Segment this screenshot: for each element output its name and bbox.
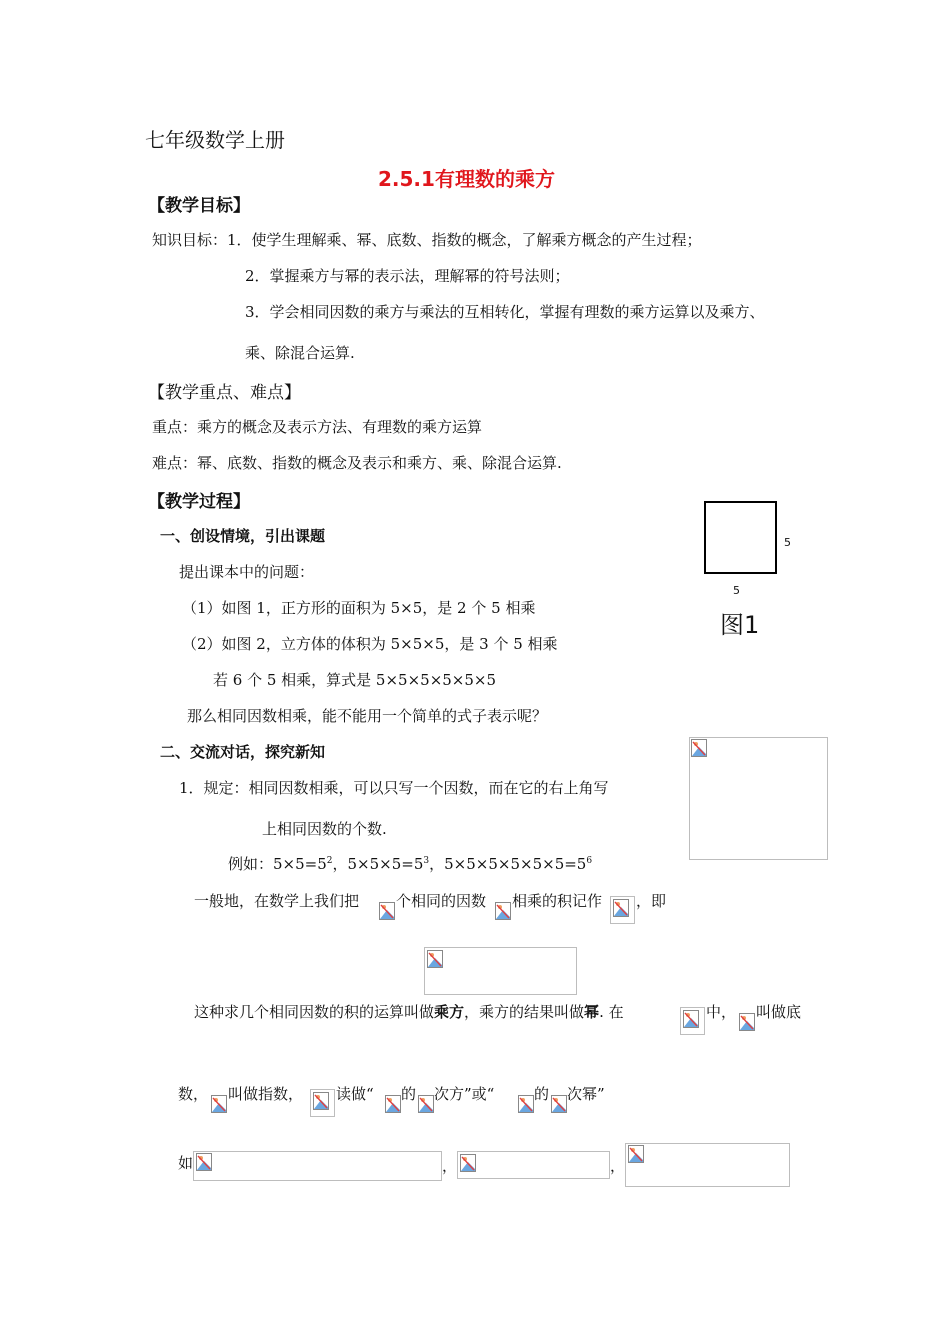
goals-line-4: 乘、除混合运算. [245, 344, 355, 362]
read-text-d: 的 [401, 1085, 417, 1103]
power-term: 乘方 [434, 1003, 465, 1021]
read-text-f: 的 [534, 1085, 550, 1103]
power-text-a: 这种求几个相同因数的积的运算叫做 [194, 1003, 435, 1021]
power-text-d: 中， [706, 1003, 737, 1021]
read-text-e: 次方”或“ [434, 1085, 495, 1103]
formula-frame [424, 947, 577, 995]
focus-text: 重点：乘方的概念及表示方法、有理数的乘方运算 [152, 418, 483, 436]
figure1-side-bottom: 5 [733, 584, 740, 597]
example-mid-1: ，5×5×5=5 [332, 855, 424, 873]
s1-intro: 提出课本中的问题： [179, 563, 315, 581]
general-text-b: 个相同的因数 [396, 892, 487, 910]
formula-frame [625, 1143, 790, 1187]
figure1-square [704, 501, 777, 574]
formula-image-icon [551, 1095, 567, 1113]
formula-image-icon [739, 1013, 755, 1031]
broken-image-icon [691, 739, 707, 757]
power-text-e: 叫做底 [756, 1003, 802, 1021]
formula-frame [193, 1151, 442, 1181]
power-line [194, 1001, 624, 1022]
formula-frame [457, 1151, 610, 1179]
power-text-b: ，乘方的结果叫做 [464, 1003, 585, 1021]
formula-image-icon [518, 1095, 534, 1113]
s1-question-1: （1）如图 1，正方形的面积为 5×5，是 2 个 5 相乘 [182, 599, 536, 617]
formula-image-icon [196, 1153, 212, 1171]
figure1-caption: 图1 [720, 611, 760, 639]
read-text-g: 次幂” [567, 1085, 605, 1103]
figure2-image-frame [689, 737, 828, 860]
s1-question-2: （2）如图 2，立方体的体积为 5×5×5，是 3 个 5 相乘 [182, 635, 558, 653]
s2-rule-line-2: 上相同因数的个数. [262, 820, 387, 838]
general-text-a: 一般地，在数学上我们把 [194, 892, 360, 910]
formula-image-icon [379, 902, 395, 920]
formula-image-icon [427, 950, 443, 968]
section-2-title: 二、交流对话，探究新知 [160, 743, 326, 761]
formula-image-icon [613, 899, 629, 917]
power-text-c: . 在 [599, 1003, 624, 1021]
formula-image-icon [418, 1095, 434, 1113]
formula-image-icon [683, 1010, 699, 1028]
examples-comma-2: ， [610, 1157, 626, 1175]
s1-question-4: 那么相同因数相乘，能不能用一个简单的式子表示呢？ [187, 707, 548, 725]
goals-line-3: 3．学会相同因数的乘方与乘法的互相转化，掌握有理数的乘方运算以及乘方、 [245, 303, 765, 321]
examples-prefix: 如 [178, 1154, 194, 1172]
formula-image-icon [211, 1095, 227, 1113]
formula-image-icon [628, 1145, 644, 1163]
example-mid-2: ，5×5×5×5×5×5=5 [429, 855, 587, 873]
s2-rule-line-1: 1．规定：相同因数相乘，可以只写一个因数，而在它的右上角写 [179, 779, 609, 797]
s1-question-3: 若 6 个 5 相乘，算式是 5×5×5×5×5×5 [213, 671, 497, 689]
goals-line-2: 2．掌握乘方与幂的表示法，理解幂的符号法则； [245, 267, 570, 285]
examples-comma-1: ， [442, 1157, 458, 1175]
example-exponent-2: 3 [423, 856, 430, 866]
formula-image-icon [460, 1154, 476, 1172]
general-text-d: ，即 [636, 892, 667, 910]
formula-image-icon [385, 1095, 401, 1113]
example-line [228, 853, 592, 874]
difficulty-text: 难点：幂、底数、指数的概念及表示和乘方、乘、除混合运算. [152, 454, 562, 472]
goals-heading: 【教学目标】 [148, 196, 250, 216]
example-exponent-1: 2 [326, 856, 333, 866]
figure1-side-right: 5 [784, 536, 791, 549]
read-text-b: 叫做指数， [228, 1085, 304, 1103]
general-text-c: 相乘的积记作 [512, 892, 603, 910]
read-text-a: 数， [178, 1085, 209, 1103]
lesson-title: 2.5.1有理数的乘方 [378, 167, 555, 191]
process-heading: 【教学过程】 [148, 492, 250, 512]
goals-line-1: 知识目标：1．使学生理解乘、幂、底数、指数的概念，了解乘方概念的产生过程； [152, 231, 702, 249]
formula-image-icon [313, 1092, 329, 1110]
example-exponent-3: 6 [586, 856, 593, 866]
book-title: 七年级数学上册 [145, 128, 285, 152]
formula-image-icon [495, 902, 511, 920]
power-result-term: 幂 [584, 1003, 600, 1021]
section-1-title: 一、创设情境，引出课题 [160, 527, 326, 545]
keypoints-heading: 【教学重点、难点】 [148, 383, 301, 403]
example-prefix: 例如：5×5=5 [228, 855, 327, 873]
read-text-c: 读做“ [336, 1085, 374, 1103]
